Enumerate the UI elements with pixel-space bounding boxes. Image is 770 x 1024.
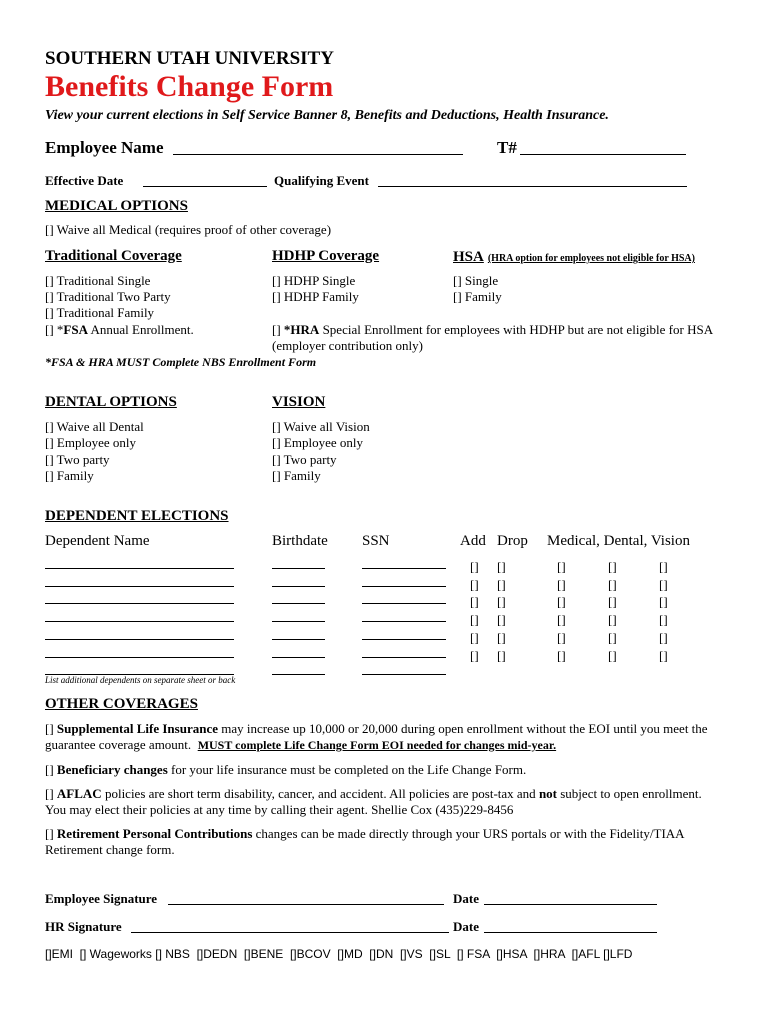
medical-checkbox[interactable]: [] (557, 629, 566, 645)
beneficiary-option[interactable]: [] Beneficiary changes for your life insurance must be completed on the Life Change Form. (45, 762, 527, 777)
dental-checkbox[interactable]: [] (608, 594, 617, 610)
medical-checkbox[interactable]: [] (557, 647, 566, 663)
vision-two-party-option[interactable]: [] Two party (272, 452, 337, 467)
vision-checkbox[interactable]: [] (659, 594, 668, 610)
dependent-ssn-field[interactable] (362, 674, 446, 675)
hr-signature-field[interactable] (131, 932, 449, 933)
drop-checkbox[interactable]: [] (497, 559, 506, 574)
life-change-form-note: MUST complete Life Change Form EOI needed for changes mid-year. (197, 738, 557, 752)
vision-checkbox[interactable]: [] (659, 629, 668, 645)
drop-checkbox[interactable]: [] (497, 629, 506, 645)
processing-codes[interactable]: []EMI [] Wageworks [] NBS []DEDN []BENE []BCOV []MD []DN []VS []SL [] FSA []HSA []HRA []AFL []LFD (45, 947, 633, 961)
dependent-name-field[interactable] (45, 621, 234, 622)
dental-employee-option[interactable]: [] Employee only (45, 435, 136, 450)
medical-checkbox[interactable]: [] (557, 594, 566, 610)
traditional-two-party-option[interactable]: [] Traditional Two Party (45, 289, 171, 304)
add-checkbox[interactable]: [] (470, 559, 479, 574)
tnumber-label: T# (497, 138, 517, 157)
dental-checkbox[interactable]: [] (608, 629, 617, 645)
hsa-note: (HRA option for employees not eligible for HSA) (487, 253, 695, 264)
effective-date-label: Effective Date (45, 173, 124, 188)
drop-checkbox[interactable]: [] (497, 647, 506, 663)
fsa-hra-note: *FSA & HRA MUST Complete NBS Enrollment Form (45, 355, 317, 369)
dental-checkbox[interactable]: [] (608, 576, 617, 592)
dependent-ssn-field[interactable] (362, 657, 446, 658)
hr-date-label: Date (453, 919, 479, 934)
supplemental-life-option[interactable]: [] Supplemental Life Insurance may increase up 10,000 or 20,000 during open enrollment without the EOI until you meet the guarantee coverage amount. MUST complete Life Change Form EOI needed for changes mid-year. (45, 721, 708, 752)
vision-heading: VISION (272, 394, 326, 410)
medical-checkbox[interactable]: [] (557, 612, 566, 628)
dental-checkbox[interactable]: [] (608, 612, 617, 628)
dependent-ssn-field[interactable] (362, 639, 446, 640)
employee-date-label: Date (453, 891, 479, 906)
coverage-header: Medical, Dental, Vision (547, 533, 690, 549)
dependent-ssn-field[interactable] (362, 586, 446, 587)
medical-options-heading: MEDICAL OPTIONS (45, 198, 188, 214)
hsa-single-option[interactable]: [] Single (453, 273, 499, 288)
dental-family-option[interactable]: [] Family (45, 468, 94, 483)
vision-checkbox[interactable]: [] (659, 647, 668, 663)
vision-checkbox[interactable]: [] (659, 576, 668, 592)
employee-name-field[interactable] (173, 154, 463, 155)
employee-signature-label: Employee Signature (45, 891, 158, 906)
retirement-option[interactable]: [] Retirement Personal Contributions changes can be made directly through your URS portals or with the Fidelity/TIAA Retirement change form. (45, 826, 684, 857)
dependent-birthdate-field[interactable] (272, 603, 325, 604)
dental-checkbox[interactable]: [] (608, 647, 617, 663)
fsa-enrollment-option[interactable]: [] *FSA Annual Enrollment. (45, 322, 194, 337)
hr-date-field[interactable] (484, 932, 657, 933)
qualifying-event-label: Qualifying Event (274, 173, 369, 188)
drop-checkbox[interactable]: [] (497, 594, 506, 610)
hdhp-family-option[interactable]: [] HDHP Family (272, 289, 359, 304)
dependent-ssn-field[interactable] (362, 568, 446, 569)
ssn-header: SSN (362, 533, 390, 549)
qualifying-event-field[interactable] (378, 186, 687, 187)
add-checkbox[interactable]: [] (470, 594, 479, 610)
dependent-name-field[interactable] (45, 568, 234, 569)
vision-checkbox[interactable]: [] (659, 612, 668, 628)
aflac-option[interactable]: [] AFLAC policies are short term disability, cancer, and accident. All policies are post-tax and not subject to open enrollment. You may elect their policies at any time by calling their agent. Shellie Cox (435)229-8456 (45, 786, 702, 817)
vision-family-option[interactable]: [] Family (272, 468, 321, 483)
dependent-birthdate-field[interactable] (272, 674, 325, 675)
form-subtitle: View your current elections in Self Service Banner 8, Benefits and Deductions, Health Insurance. (45, 108, 609, 123)
add-checkbox[interactable]: [] (470, 629, 479, 645)
employee-name-label: Employee Name (45, 138, 164, 157)
additional-dependents-note: List additional dependents on separate sheet or back (45, 675, 236, 685)
employee-signature-field[interactable] (168, 904, 444, 905)
add-header: Add (460, 533, 486, 549)
dependent-elections-heading: DEPENDENT ELECTIONS (45, 508, 229, 524)
add-checkbox[interactable]: [] (470, 612, 479, 628)
dental-options-heading: DENTAL OPTIONS (45, 394, 177, 410)
effective-date-field[interactable] (143, 186, 267, 187)
traditional-coverage-heading: Traditional Coverage (45, 248, 182, 264)
hr-signature-label: HR Signature (45, 919, 122, 934)
waive-dental-option[interactable]: [] Waive all Dental (45, 419, 144, 434)
add-checkbox[interactable]: [] (470, 576, 479, 592)
hdhp-single-option[interactable]: [] HDHP Single (272, 273, 356, 288)
dental-two-party-option[interactable]: [] Two party (45, 452, 110, 467)
add-checkbox[interactable]: [] (470, 647, 479, 663)
waive-vision-option[interactable]: [] Waive all Vision (272, 419, 370, 434)
form-title: Benefits Change Form (45, 70, 334, 103)
dependent-birthdate-field[interactable] (272, 568, 325, 569)
traditional-single-option[interactable]: [] Traditional Single (45, 273, 151, 288)
dependent-name-field[interactable] (45, 657, 234, 658)
hra-enrollment-option[interactable]: [] *HRA Special Enrollment for employees with HDHP but are not eligible for HSA (employer contribution only) (272, 322, 713, 353)
drop-header: Drop (497, 533, 528, 549)
vision-employee-option[interactable]: [] Employee only (272, 435, 363, 450)
other-coverages-heading: OTHER COVERAGES (45, 696, 198, 712)
tnumber-field[interactable] (520, 154, 686, 155)
dependent-birthdate-field[interactable] (272, 586, 325, 587)
employee-date-field[interactable] (484, 904, 657, 905)
dependent-name-field[interactable] (45, 586, 234, 587)
dependent-ssn-field[interactable] (362, 603, 446, 604)
waive-medical-option[interactable]: [] Waive all Medical (requires proof of other coverage) (45, 222, 332, 237)
dependent-name-header: Dependent Name (45, 533, 150, 549)
drop-checkbox[interactable]: [] (497, 576, 506, 592)
hdhp-coverage-heading: HDHP Coverage (272, 248, 380, 264)
dependent-birthdate-field[interactable] (272, 639, 325, 640)
vision-checkbox[interactable]: [] (659, 559, 668, 574)
dental-checkbox[interactable]: [] (608, 559, 617, 574)
drop-checkbox[interactable]: [] (497, 612, 506, 628)
hsa-family-option[interactable]: [] Family (453, 289, 502, 304)
medical-checkbox[interactable]: [] (557, 576, 566, 592)
dependent-birthdate-field[interactable] (272, 621, 325, 622)
dependent-ssn-field[interactable] (362, 621, 446, 622)
university-name: SOUTHERN UTAH UNIVERSITY (45, 48, 334, 69)
birthdate-header: Birthdate (272, 533, 328, 549)
hsa-heading: HSA (HRA option for employees not eligible for HSA) (453, 249, 695, 265)
traditional-family-option[interactable]: [] Traditional Family (45, 305, 155, 320)
medical-checkbox[interactable]: [] (557, 559, 566, 574)
dependent-name-field[interactable] (45, 603, 234, 604)
dependent-birthdate-field[interactable] (272, 657, 325, 658)
dependent-name-field[interactable] (45, 639, 234, 640)
